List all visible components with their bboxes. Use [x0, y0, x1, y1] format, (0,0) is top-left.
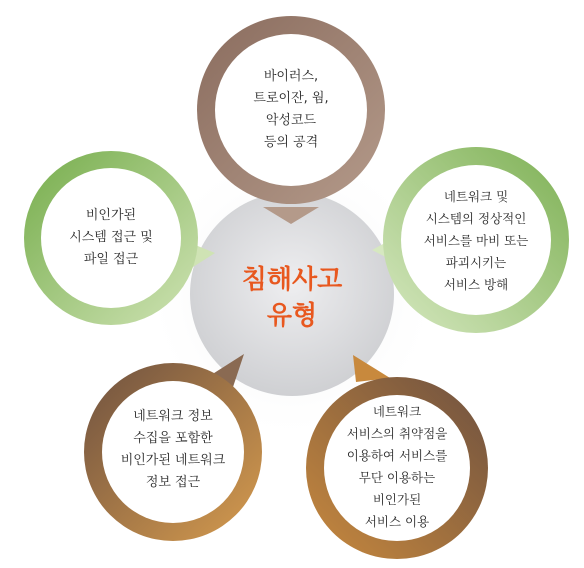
- text-line: 비인가된: [372, 492, 422, 507]
- text-line: 시스템 접근 및: [69, 230, 153, 245]
- bubble-bottom-right-text: [325, 401, 469, 533]
- center-title-line: 유형: [266, 301, 318, 331]
- bubble-bottom-left-text: [103, 404, 243, 496]
- text-line: 네트워크 정보: [133, 409, 213, 424]
- text-line: 정보 접근: [145, 475, 201, 490]
- text-line: 파괴시키는: [445, 255, 507, 270]
- text-line: 비인가된 네트워크: [120, 453, 226, 468]
- text-line: 시스템의 정상적인: [425, 211, 527, 226]
- text-line: 등의 공격: [263, 135, 319, 150]
- text-line: 서비스 방해: [443, 277, 509, 292]
- text-line: 수집을 포함한: [133, 431, 213, 446]
- text-line: 악성코드: [265, 113, 317, 128]
- bubble-right-text: [401, 185, 551, 297]
- text-line: 이용하여 서비스를: [346, 448, 448, 463]
- center-title: [212, 258, 372, 338]
- text-line: 바이러스,: [263, 69, 319, 84]
- text-line: 서비스를 마비 또는: [423, 233, 529, 248]
- text-line: 네트워크: [372, 404, 422, 419]
- text-line: 파일 접근: [83, 252, 139, 267]
- text-line: 서비스의 취약점을: [346, 426, 448, 441]
- center-title-line: 침해사고: [241, 265, 343, 295]
- text-line: 서비스 이용: [364, 514, 430, 529]
- text-line: 비인가된: [85, 208, 137, 223]
- text-line: 무단 이용하는: [358, 470, 436, 485]
- text-line: 네트워크 및: [443, 189, 509, 204]
- text-line: 트로이잔, 웜,: [253, 91, 329, 106]
- bubble-top-text: [211, 60, 371, 160]
- bubble-left-text: [41, 203, 181, 273]
